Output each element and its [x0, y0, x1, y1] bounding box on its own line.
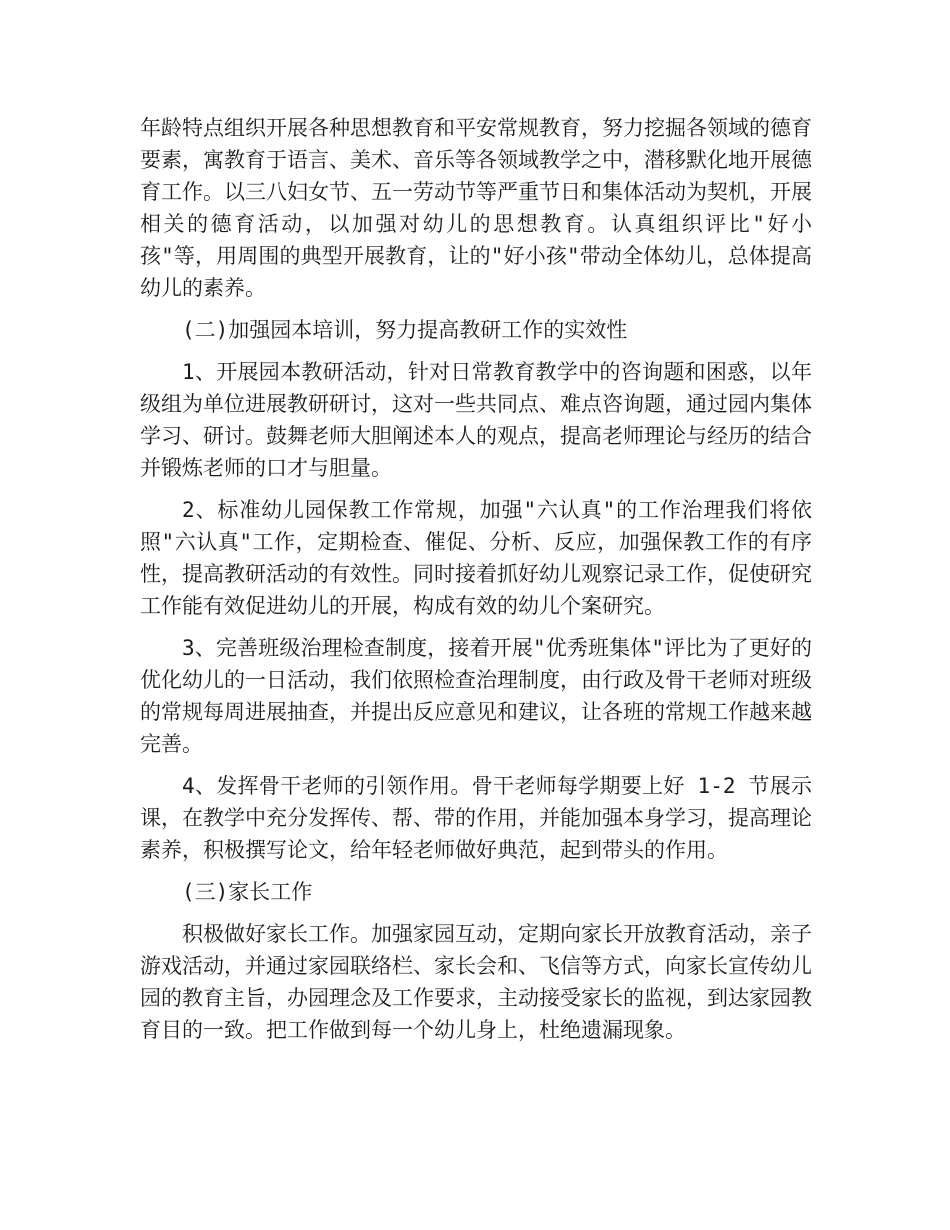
- section-heading-parents: (三)家长工作: [182, 880, 313, 904]
- paragraph-item-3: 3、完善班级治理检查制度，接着开展"优秀班集体"评比为了更好的优化幼儿的一日活动，我们依照检查治理制度，由行政及骨干老师对班级的常规每周进展抽查，并提出反应意见和建议，让各班的常规工作越来越完善。: [140, 636, 812, 756]
- paragraph-item-4: 4、发挥骨干老师的引领作用。骨干老师每学期要上好 1-2 节展示课，在教学中充分发挥传、帮、带的作用，并能加强本身学习，提高理论素养，积极撰写论文，给年轻老师做好典范，起到带头的作用。: [140, 774, 812, 862]
- paragraph-moral-education: 年龄特点组织开展各种思想教育和平安常规教育，努力挖掘各领域的德育要素，寓教育于语言、美术、音乐等各领域教学之中，潜移默化地开展德育工作。以三八妇女节、五一劳动节等严重节日和集体活动为契机，开展相关的德育活动，以加强对幼儿的思想教育。认真组织评比"好小孩"等，用周围的典型开展教育，让的"好小孩"带动全体幼儿，总体提高幼儿的素养。: [140, 116, 812, 300]
- document-page: [140, 112, 812, 1056]
- paragraph-parents-work: 积极做好家长工作。加强家园互动，定期向家长开放教育活动，亲子游戏活动，并通过家园联络栏、家长会和、飞信等方式，向家长宣传幼儿园的教育主旨，办园理念及工作要求，主动接受家长的监视，到达家园教育目的一致。把工作做到每一个幼儿身上，杜绝遗漏现象。: [140, 922, 812, 1042]
- paragraph-item-2: 2、标准幼儿园保教工作常规，加强"六认真"的工作治理我们将依照"六认真"工作，定期检查、催促、分析、反应，加强保教工作的有序性，提高教研活动的有效性。同时接着抓好幼儿观察记录工作，促使研究工作能有效促进幼儿的开展，构成有效的幼儿个案研究。: [140, 498, 812, 618]
- section-heading-training: (二)加强园本培训，努力提高教研工作的实效性: [182, 318, 628, 342]
- paragraph-item-1: 1、开展园本教研活动，针对日常教育教学中的咨询题和困惑，以年级组为单位进展教研研讨，这对一些共同点、难点咨询题，通过园内集体学习、研讨。鼓舞老师大胆阐述本人的观点，提高老师理论与经历的结合并锻炼老师的口才与胆量。: [140, 360, 812, 480]
